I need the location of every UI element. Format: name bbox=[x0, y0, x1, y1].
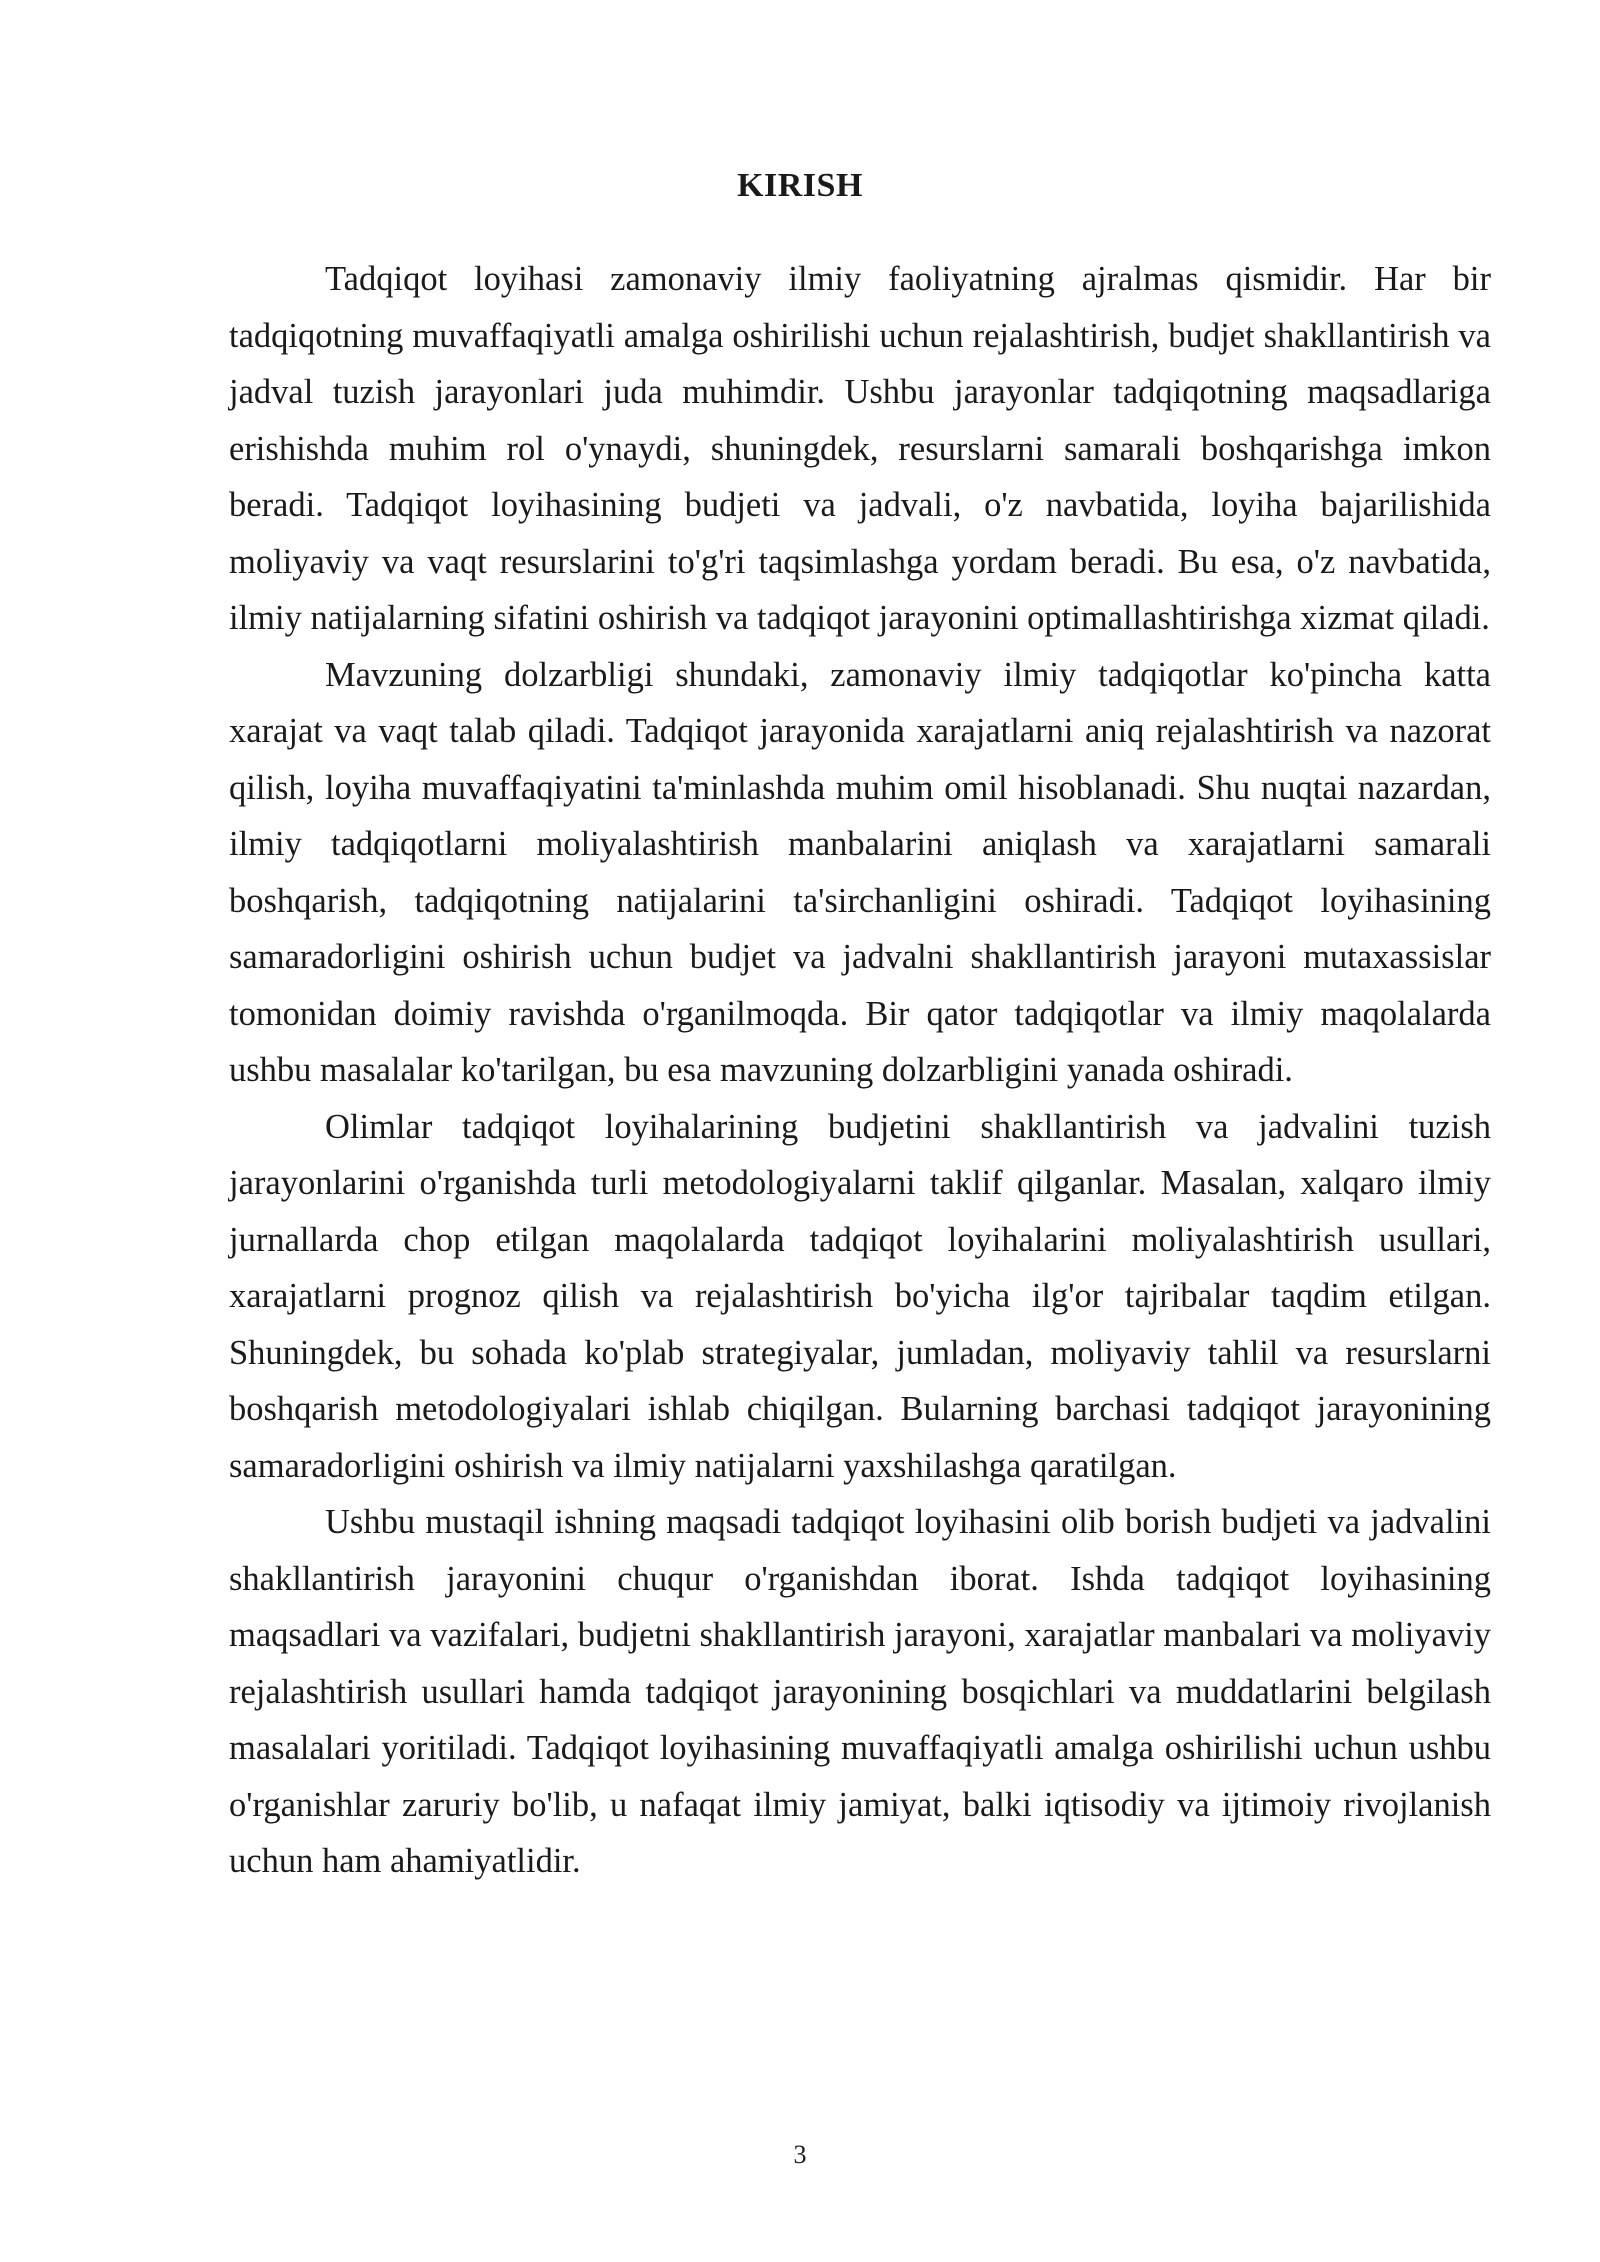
paragraph-3: Olimlar tadqiqot loyihalarining budjetini shakllantirish va jadvalini tuzish jarayonlarini o'rganishda turli metodologiyalarni taklif qilganlar. Masalan, xalqaro ilmiy jurnallarda chop etilgan maqolalarda tadqiqot loyihalarini moliyalashtirish usullari, xarajatlarni prognoz qilish va rejalashtirish bo'yicha ilg'or tajribalar taqdim etilgan. Shuningdek, bu sohada ko'plab strategiyalar, jumladan, moliyaviy tahlil va resurslarni boshqarish metodologiyalari ishlab chiqilgan. Bularning barchasi tadqiqot jarayonining samaradorligini oshirish va ilmiy natijalarni yaxshilashga qaratilgan. bbox=[229, 1107, 1491, 1485]
page-number: 3 bbox=[793, 2140, 807, 2169]
page-title: KIRISH bbox=[737, 167, 863, 204]
paragraph-2: Mavzuning dolzarbligi shundaki, zamonaviy ilmiy tadqiqotlar ko'pincha katta xarajat va vaqt talab qiladi. Tadqiqot jarayonida xarajatlarni aniq rejalashtirish va nazorat qilish, loyiha muvaffaqiyatini ta'minlashda muhim omil hisoblanadi. Shu nuqtai nazardan, ilmiy tadqiqotlarni moliyalashtirish manbalarini aniqlash va xarajatlarni samarali boshqarish, tadqiqotning natijalarini ta'sirchanligini oshiradi. Tadqiqot loyihasining samaradorligini oshirish uchun budjet va jadvalni shakllantirish jarayoni mutaxassislar tomonidan doimiy ravishda o'rganilmoqda. Bir qator tadqiqotlar va ilmiy maqolalarda ushbu masalalar ko'tarilgan, bu esa mavzuning dolzarbligini yanada oshiradi. bbox=[229, 655, 1491, 1089]
document-body bbox=[229, 251, 1491, 1890]
paragraph-4: Ushbu mustaqil ishning maqsadi tadqiqot loyihasini olib borish budjeti va jadvalini shakllantirish jarayonini chuqur o'rganishdan iborat. Ishda tadqiqot loyihasining maqsadlari va vazifalari, budjetni shakllantirish jarayoni, xarajatlar manbalari va moliyaviy rejalashtirish usullari hamda tadqiqot jarayonining bosqichlari va muddatlarini belgilash masalalari yoritiladi. Tadqiqot loyihasining muvaffaqiyatli amalga oshirilishi uchun ushbu o'rganishlar zaruriy bo'lib, u nafaqat ilmiy jamiyat, balki iqtisodiy va ijtimoiy rivojlanish uchun ham ahamiyatlidir. bbox=[229, 1503, 1491, 1880]
paragraph-1: Tadqiqot loyihasi zamonaviy ilmiy faoliyatning ajralmas qismidir. Har bir tadqiqotning muvaffaqiyatli amalga oshirilishi uchun rejalashtirish, budjet shakllantirish va jadval tuzish jarayonlari juda muhimdir. Ushbu jarayonlar tadqiqotning maqsadlariga erishishda muhim rol o'ynaydi, shuningdek, resurslarni samarali boshqarishga imkon beradi. Tadqiqot loyihasining budjeti va jadvali, o'z navbatida, loyiha bajarilishida moliyaviy va vaqt resurslarini to'g'ri taqsimlashga yordam beradi. Bu esa, o'z navbatida, ilmiy natijalarning sifatini oshirish va tadqiqot jarayonini optimallashtirishga xizmat qiladi. bbox=[229, 260, 1491, 637]
